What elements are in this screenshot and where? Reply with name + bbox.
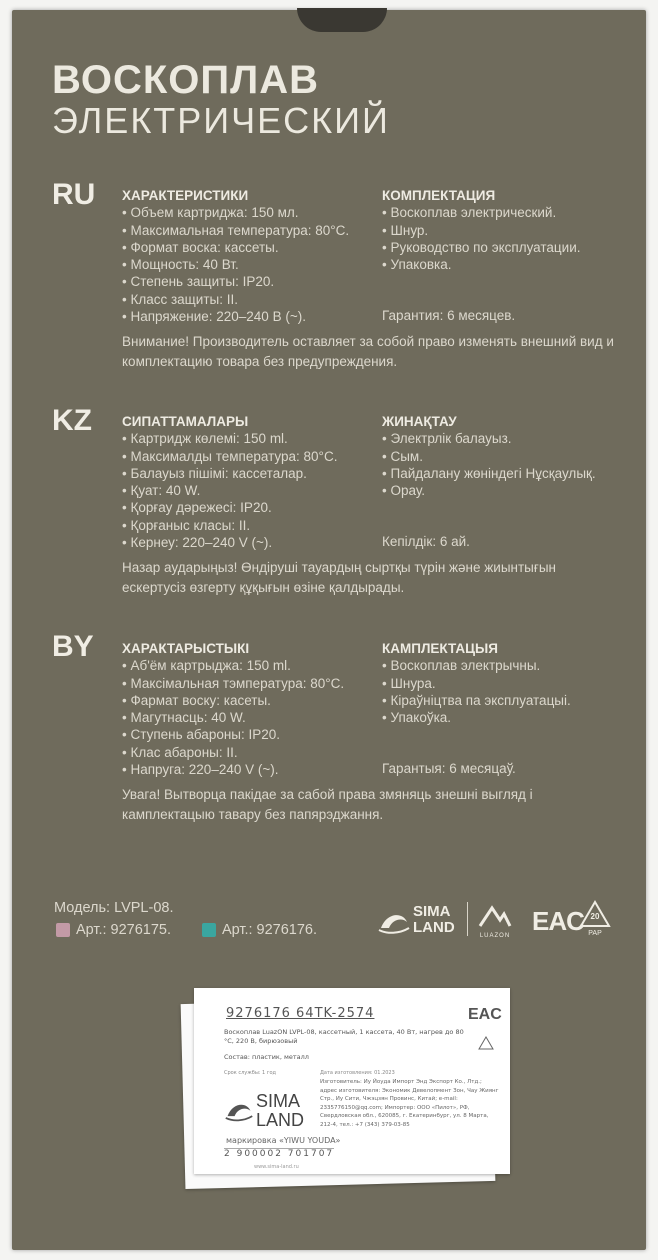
kit-heading: КАМПЛЕКТАЦЫЯ bbox=[382, 641, 498, 656]
kit-item: • Сым. bbox=[382, 448, 596, 465]
spec-item: • Максималды температура: 80°С. bbox=[122, 448, 337, 465]
article-number: Арт.: 9276175. bbox=[76, 922, 172, 938]
article-number: Арт.: 9276176. bbox=[222, 922, 318, 938]
lang-code-by: BY bbox=[52, 630, 94, 663]
kit-item: • Электрлік балауыз. bbox=[382, 430, 596, 447]
kit-kz bbox=[382, 413, 596, 551]
sticker-footer: www.sima-land.ru bbox=[254, 1164, 299, 1170]
sima-land-icon bbox=[377, 906, 411, 936]
luazon-text: LUAZON bbox=[479, 933, 511, 939]
sticker-lifetime: Срок службы: 1 год bbox=[224, 1070, 276, 1076]
spec-item: • Қорғау дәрежесі: IP20. bbox=[122, 499, 337, 516]
hang-hole bbox=[297, 8, 387, 32]
warranty: Гарантия: 6 месяцев. bbox=[382, 308, 516, 324]
kit-item: • Шнур. bbox=[382, 222, 581, 239]
warranty: Гарантыя: 6 месяцаў. bbox=[382, 761, 516, 777]
brand-line2: LAND bbox=[256, 1110, 305, 1130]
kit-item: • Воскоплав электрычны. bbox=[382, 657, 571, 674]
kit-item: • Упаковка. bbox=[382, 256, 581, 273]
recycle-number: 20 bbox=[590, 912, 600, 921]
sima-line1: SIMA bbox=[413, 903, 451, 920]
kit-heading: КОМПЛЕКТАЦИЯ bbox=[382, 188, 496, 203]
specs-ru bbox=[122, 187, 349, 325]
kit-item: • Шнура. bbox=[382, 675, 571, 692]
spec-item: • Аб'ём картрыджа: 150 ml. bbox=[122, 657, 344, 674]
eac-mark: EAC bbox=[532, 906, 584, 936]
warranty: Кепілдік: 6 ай. bbox=[382, 534, 470, 550]
sticker-code: 9276176 64TK-2574 bbox=[226, 1006, 375, 1021]
brand-line1: SIMA bbox=[256, 1091, 301, 1111]
sticker-composition: Состав: пластик, металл bbox=[224, 1053, 309, 1061]
specs-heading: ХАРАКТЕРИСТИКИ bbox=[122, 188, 249, 203]
sticker-barcode-number: 2 900002 701707 bbox=[224, 1149, 335, 1159]
spec-item: • Мощность: 40 Вт. bbox=[122, 256, 349, 273]
recycle-mark bbox=[579, 900, 611, 935]
sticker-date: Дата изготовления: 01.2023 bbox=[320, 1070, 395, 1076]
specs-heading: ХАРАКТАРЫСТЫКІ bbox=[122, 641, 250, 656]
product-title: ВОСКОПЛАВ bbox=[52, 58, 320, 102]
spec-item: • Ступень абароны: IP20. bbox=[122, 726, 344, 743]
sima-line2: LAND bbox=[413, 919, 455, 936]
specs-heading: СИПАТТАМАЛАРЫ bbox=[122, 414, 249, 429]
sticker-recycle-icon bbox=[478, 1036, 494, 1050]
sticker-manufacturer: Изготовитель: Иу Йоуда Импорт Энд Экспорт Ко., Лтд.; адрес изготовителя: Экономик Девелопмент Зон, Чау Жиянг Стр., Иу Сити, Чжэцзян Провинс, Китай; e-mail: 2335776150@qq.com; Импортер: ООО «Пилот», РФ, Свердловская обл., 620085, г. Екатеринбург, ул. 8 Марта, 212-4, тел.: +7 (343) 379-03-85 bbox=[320, 1079, 499, 1128]
kit-item: • Орау. bbox=[382, 482, 596, 499]
note-kz: Назар аударыңыз! Өндіруші тауардың сыртқы түрін және жиынтығын ескертусіз өзгерту құқығын өзіне қалдырады. bbox=[122, 560, 556, 595]
spec-item: • Объем картриджа: 150 мл. bbox=[122, 204, 349, 221]
lang-code-ru: RU bbox=[52, 178, 96, 211]
luazon-logo bbox=[478, 904, 512, 939]
spec-item: • Напряжение: 220–240 В (~). bbox=[122, 308, 349, 325]
kit-ru bbox=[382, 187, 581, 325]
spec-item: • Клас абароны: II. bbox=[122, 744, 344, 761]
kit-item: • Воскоплав электрический. bbox=[382, 204, 581, 221]
spec-item: • Степень защиты: IP20. bbox=[122, 273, 349, 290]
model-number: Модель: LVPL-08. bbox=[54, 900, 174, 916]
spec-item: • Формат воска: кассеты. bbox=[122, 239, 349, 256]
product-subtitle: ЭЛЕКТРИЧЕСКИЙ bbox=[52, 100, 390, 141]
spec-item: • Класс защиты: II. bbox=[122, 291, 349, 308]
kit-heading: ЖИНАҚТАУ bbox=[382, 414, 457, 429]
logo-divider bbox=[467, 902, 468, 936]
product-sticker bbox=[194, 988, 510, 1174]
sima-land-icon bbox=[224, 1096, 254, 1124]
spec-item: • Картридж көлемі: 150 ml. bbox=[122, 430, 337, 447]
spec-item: • Максімальная тэмпература: 80°С. bbox=[122, 675, 344, 692]
kit-item: • Пайдалану жөніндегі Нұсқаулық. bbox=[382, 465, 596, 482]
kit-by bbox=[382, 640, 571, 778]
spec-item: • Фармат воску: касеты. bbox=[122, 692, 344, 709]
kit-item: • Упакоўка. bbox=[382, 709, 571, 726]
color-swatch-teal bbox=[202, 923, 216, 937]
spec-item: • Қуат: 40 W. bbox=[122, 482, 337, 499]
spec-item: • Кернеу: 220–240 V (~). bbox=[122, 534, 337, 551]
specs-kz bbox=[122, 413, 337, 551]
spec-item: • Магутнасць: 40 W. bbox=[122, 709, 344, 726]
spec-item: • Балауыз пішімі: кассеталар. bbox=[122, 465, 337, 482]
sticker-description: Воскоплав LuazON LVPL-08, кассетный, 1 кассета, 40 Вт, нагрев до 80 °С, 220 В, бирюзовый bbox=[224, 1028, 464, 1045]
sticker-eac-mark: EAC bbox=[468, 1006, 502, 1023]
note-ru: Внимание! Производитель оставляет за собой право изменять внешний вид и комплектацию товара без предупреждения. bbox=[122, 334, 614, 369]
spec-item: • Қорғаныс класы: II. bbox=[122, 517, 337, 534]
kit-item: • Руководство по эксплуатации. bbox=[382, 239, 581, 256]
recycle-code: PAP bbox=[588, 930, 602, 937]
specs-by bbox=[122, 640, 344, 778]
kit-item: • Кіраўніцтва па эксплуатацыі. bbox=[382, 692, 571, 709]
sticker-marking: маркировка «YIWU YOUDA» bbox=[226, 1136, 341, 1145]
lang-code-kz: KZ bbox=[52, 404, 92, 437]
color-swatch-pink bbox=[56, 923, 70, 937]
spec-item: • Напруга: 220–240 V (~). bbox=[122, 761, 344, 778]
note-by: Увага! Вытворца пакідае за сабой права змяняць знешні выгляд і камплектацыю тавару без папярэджання. bbox=[122, 787, 533, 822]
luazon-icon bbox=[478, 904, 512, 928]
spec-item: • Максимальная температура: 80°С. bbox=[122, 222, 349, 239]
